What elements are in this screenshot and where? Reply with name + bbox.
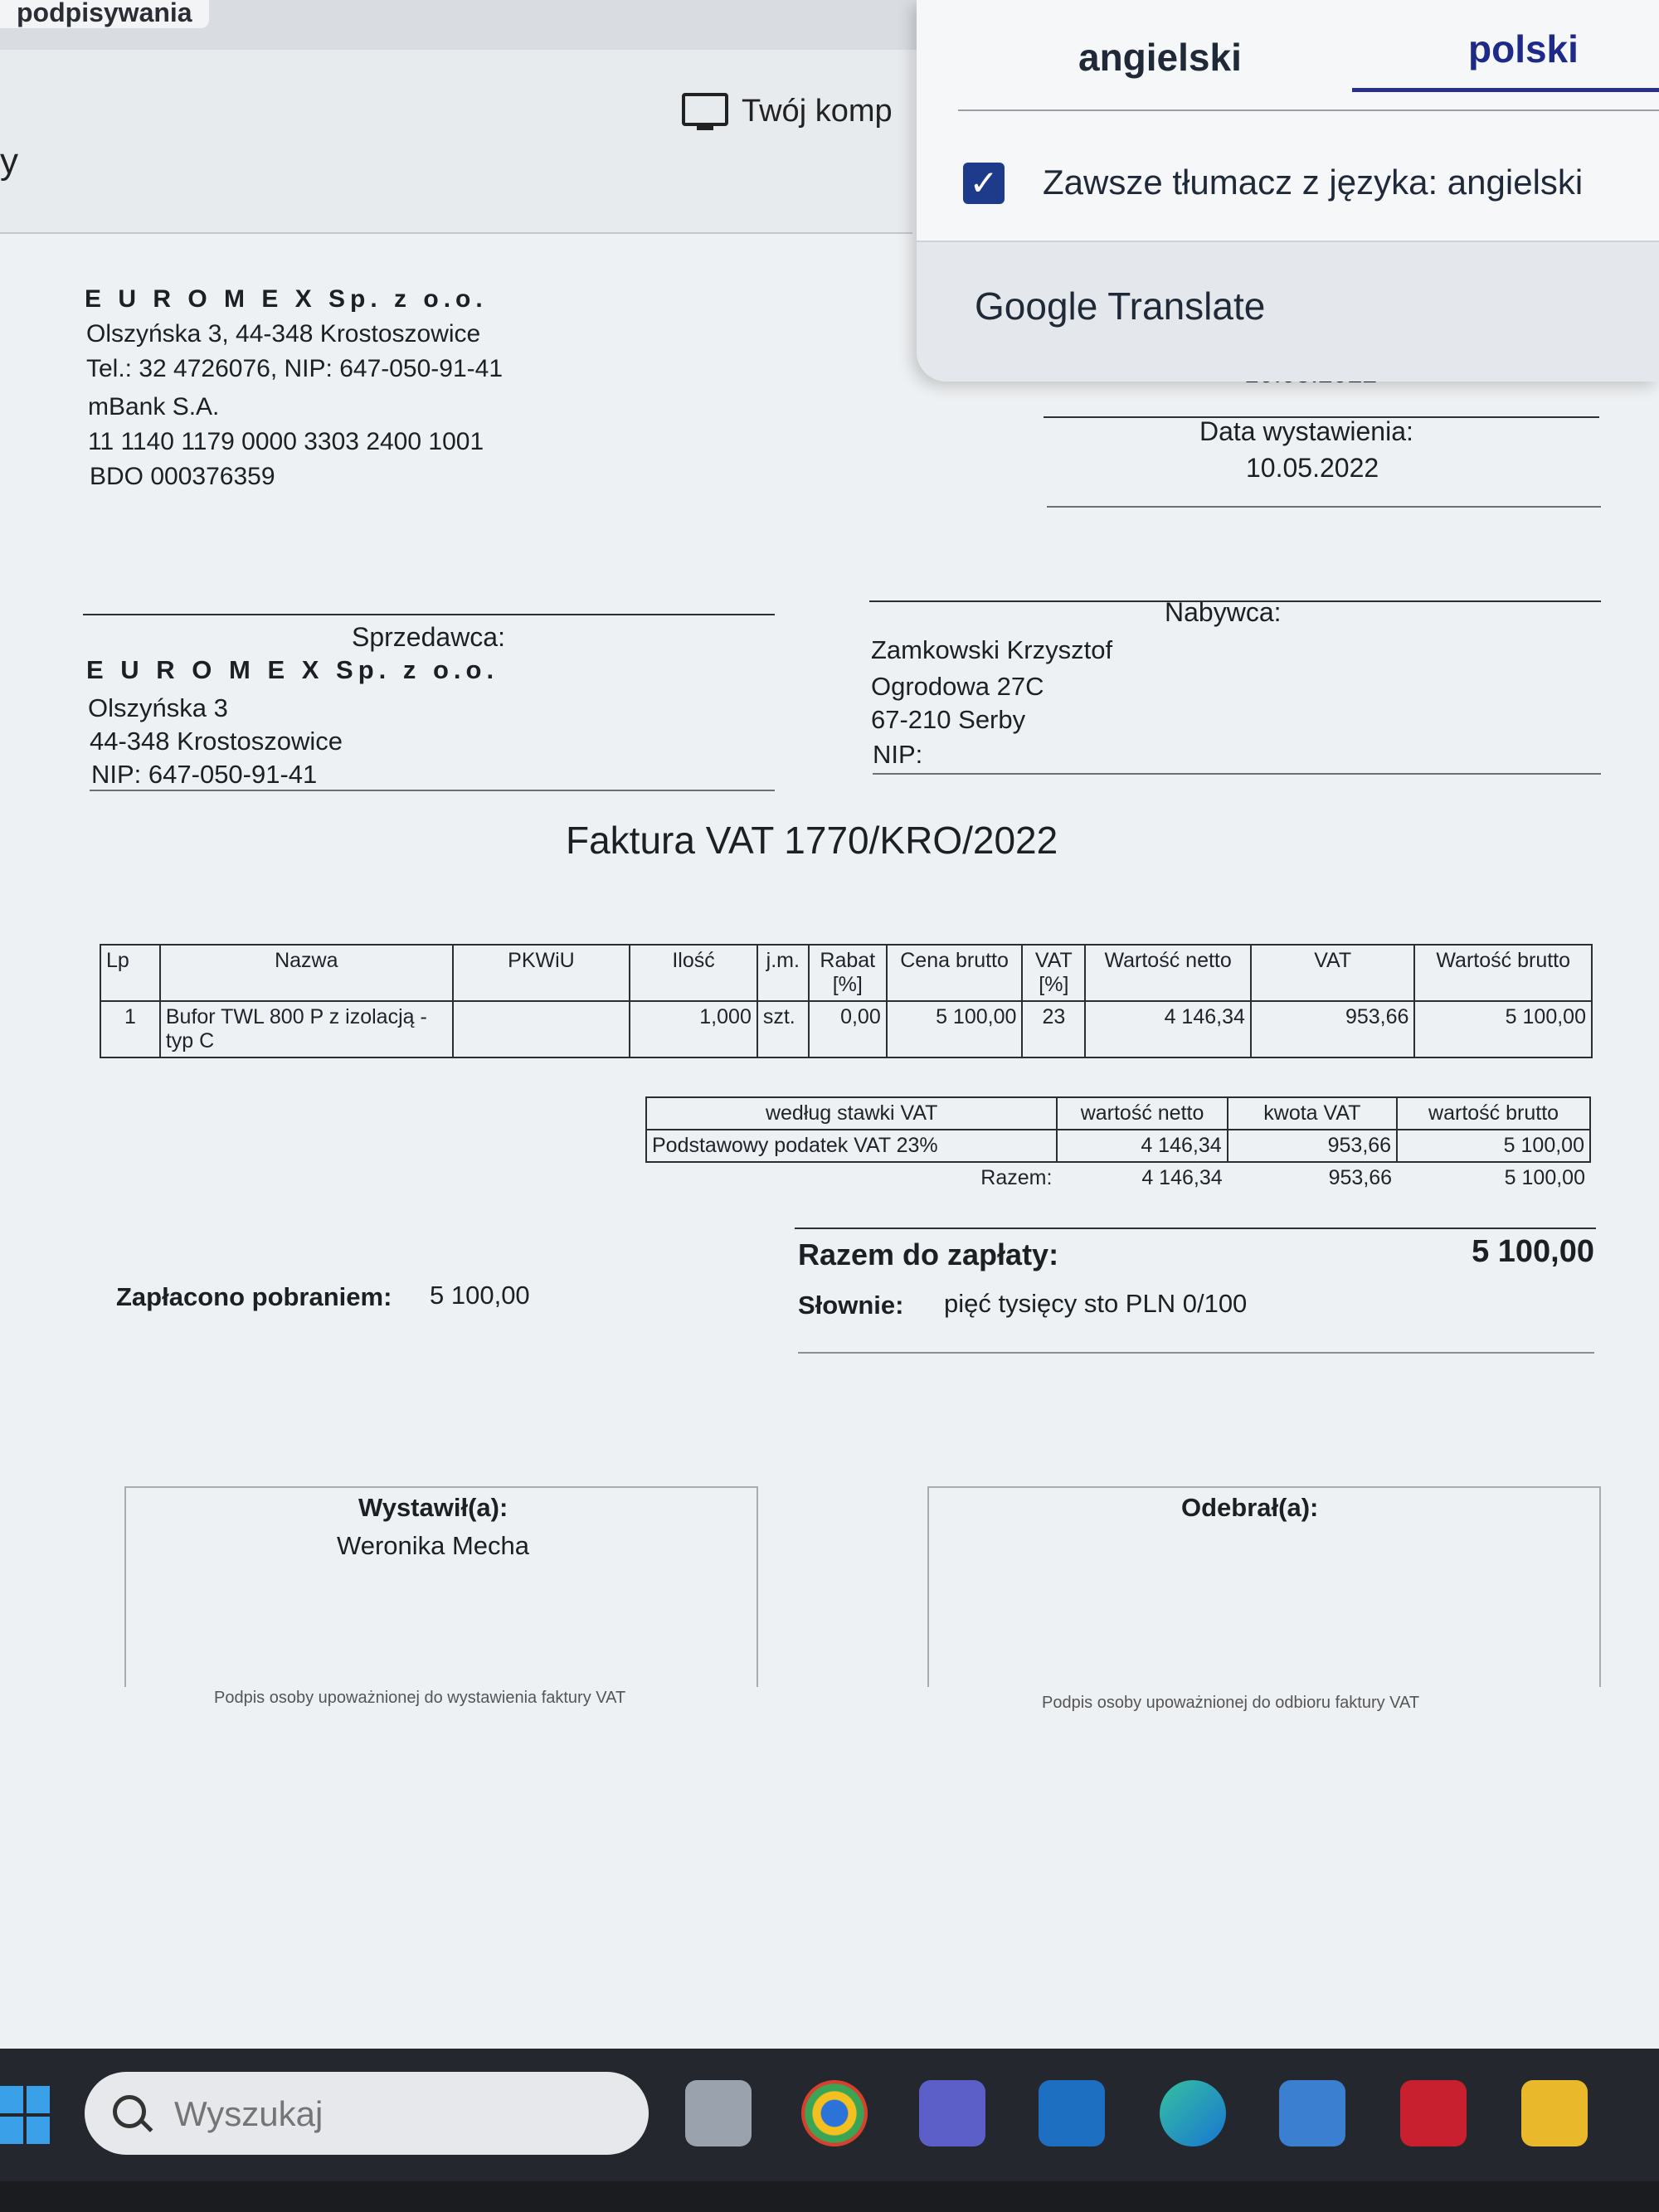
to-pay-value: 5 100,00 xyxy=(1472,1234,1594,1269)
cell-jm: szt. xyxy=(757,1001,809,1057)
divider xyxy=(798,1352,1594,1354)
device-button[interactable] xyxy=(682,93,893,129)
device-label: Twój komp xyxy=(742,93,893,129)
vat-summary-header-row xyxy=(646,1097,1590,1130)
monitor-icon xyxy=(682,93,727,129)
divider xyxy=(90,790,775,791)
buyer-name: Zamkowski Krzysztof xyxy=(871,635,1113,664)
cell-vat: 953,66 xyxy=(1251,1001,1415,1057)
edge-icon[interactable] xyxy=(1160,2080,1226,2146)
cell-lp: 1 xyxy=(100,1001,160,1057)
vat-summary-table xyxy=(645,1096,1591,1194)
tab-underline xyxy=(958,109,1659,111)
invoice-document xyxy=(0,232,1659,2049)
summary-total-row xyxy=(646,1162,1590,1194)
file-explorer-icon[interactable] xyxy=(1521,2080,1588,2146)
google-translate-footer[interactable] xyxy=(917,242,1659,382)
cell-pkwiu xyxy=(453,1001,630,1057)
seller-nip: NIP: 647-050-91-41 xyxy=(91,760,318,789)
issued-caption: Podpis osoby upoważnionej do wystawienia faktury VAT xyxy=(214,1689,626,1707)
words-value: pięć tysięcy sto PLN 0/100 xyxy=(944,1289,1248,1318)
col-vat-rate: VAT [%] xyxy=(1022,945,1085,1001)
search-input[interactable] xyxy=(173,2090,607,2138)
seller-name: E U R O M E X Sp. z o.o. xyxy=(86,655,499,684)
col-kwota-vat: kwota VAT xyxy=(1228,1097,1397,1130)
cell-ilosc: 1,000 xyxy=(630,1001,757,1057)
col-nazwa: Nazwa xyxy=(160,945,453,1001)
windows-logo-icon xyxy=(0,2086,23,2113)
issuer-bdo: BDO 000376359 xyxy=(90,463,275,490)
divider xyxy=(83,614,775,615)
buyer-nip: NIP: xyxy=(873,740,923,769)
browser-tab[interactable]: podpisywania xyxy=(0,0,209,28)
always-translate-label[interactable]: Zawsze tłumacz z języka: angielski xyxy=(1043,163,1584,202)
col-pkwiu: PKWiU xyxy=(453,945,630,1001)
items-header-row xyxy=(100,945,1592,1001)
seller-street: Olszyńska 3 xyxy=(88,693,228,722)
google-translate-label: Google Translate xyxy=(975,284,1266,328)
windows-logo-icon xyxy=(27,2086,50,2113)
words-label: Słownie: xyxy=(798,1291,904,1320)
page-toolbar xyxy=(0,50,912,234)
to-pay-label: Razem do zapłaty: xyxy=(798,1237,1059,1271)
task-view-icon[interactable] xyxy=(685,2080,752,2146)
issue-date-value: 10.05.2022 xyxy=(1246,453,1379,483)
seller-label: Sprzedawca: xyxy=(352,622,505,652)
cell-netto: 4 146,34 xyxy=(1057,1130,1227,1162)
issued-name: Weronika Mecha xyxy=(337,1531,530,1560)
table-row xyxy=(646,1130,1590,1162)
col-brutto: wartość brutto xyxy=(1397,1097,1590,1130)
table-row xyxy=(100,1001,1592,1057)
buyer-city: 67-210 Serby xyxy=(871,705,1026,734)
mail-icon[interactable] xyxy=(1039,2080,1105,2146)
cell-rabat: 0,00 xyxy=(809,1001,887,1057)
col-wartosc-brutto: Wartość brutto xyxy=(1414,945,1592,1001)
col-ilosc: Ilość xyxy=(630,945,757,1001)
taskbar-surface xyxy=(0,2049,1659,2181)
tab-source-language[interactable]: angielski xyxy=(1078,36,1242,79)
total-brutto: 5 100,00 xyxy=(1504,1166,1585,1189)
taskbar-search[interactable] xyxy=(85,2072,649,2155)
teams-icon[interactable] xyxy=(919,2080,985,2146)
col-netto: wartość netto xyxy=(1057,1097,1227,1130)
cell-stawka: Podstawowy podatek VAT 23% xyxy=(646,1130,1057,1162)
taskbar xyxy=(0,2049,1659,2212)
cell-brutto: 5 100,00 xyxy=(1397,1130,1590,1162)
col-jm: j.m. xyxy=(757,945,809,1001)
total-vat: 953,66 xyxy=(1328,1166,1393,1189)
windows-logo-icon xyxy=(0,2117,23,2144)
cell-cena-brutto: 5 100,00 xyxy=(887,1001,1023,1057)
received-caption: Podpis osoby upoważnionej do odbioru faktury VAT xyxy=(1042,1694,1420,1712)
issued-label: Wystawił(a): xyxy=(358,1493,508,1522)
paid-value: 5 100,00 xyxy=(430,1281,530,1310)
cell-wartosc-brutto: 5 100,00 xyxy=(1414,1001,1592,1057)
col-rabat: Rabat [%] xyxy=(809,945,887,1001)
invoice-title: Faktura VAT 1770/KRO/2022 xyxy=(566,819,1058,862)
partial-text: y xyxy=(0,141,18,182)
tab-active-indicator xyxy=(1352,88,1659,92)
cell-vat-rate: 23 xyxy=(1022,1001,1085,1057)
issue-date-label: Data wystawienia: xyxy=(1199,416,1413,446)
col-lp: Lp xyxy=(100,945,160,1001)
cell-nazwa: Bufor TWL 800 P z izolacją - typ C xyxy=(160,1001,453,1057)
issuer-account: 11 1140 1179 0000 3303 2400 1001 xyxy=(88,428,484,455)
divider xyxy=(795,1228,1596,1229)
cell-kwota-vat: 953,66 xyxy=(1228,1130,1397,1162)
col-stawka: według stawki VAT xyxy=(646,1097,1057,1130)
buyer-street: Ogrodowa 27C xyxy=(871,672,1044,701)
search-icon xyxy=(113,2095,146,2128)
always-translate-checkbox[interactable] xyxy=(963,163,1005,204)
divider xyxy=(873,773,1601,775)
col-wartosc-netto: Wartość netto xyxy=(1085,945,1251,1001)
divider xyxy=(1047,506,1601,508)
translate-popup xyxy=(917,0,1659,382)
mcafee-icon[interactable] xyxy=(1400,2080,1467,2146)
chrome-icon[interactable] xyxy=(801,2080,868,2146)
issuer-phone-nip: Tel.: 32 4726076, NIP: 647-050-91-41 xyxy=(86,355,504,382)
tab-target-language[interactable]: polski xyxy=(1468,27,1579,70)
issuer-address: Olszyńska 3, 44-348 Krostoszowice xyxy=(86,320,481,348)
seller-city: 44-348 Krostoszowice xyxy=(90,727,343,756)
store-icon[interactable] xyxy=(1279,2080,1345,2146)
col-cena-brutto: Cena brutto xyxy=(887,945,1023,1001)
received-label: Odebrał(a): xyxy=(1181,1493,1319,1522)
start-button[interactable] xyxy=(0,2086,50,2144)
paid-label: Zapłacono pobraniem: xyxy=(116,1282,392,1311)
issuer-bank: mBank S.A. xyxy=(88,393,220,421)
items-table xyxy=(100,944,1593,1058)
col-vat: VAT xyxy=(1251,945,1415,1001)
total-netto: 4 146,34 xyxy=(1141,1166,1223,1189)
checkmark-icon: ✓ xyxy=(969,163,999,202)
windows-logo-icon xyxy=(27,2117,50,2144)
issuer-company: E U R O M E X Sp. z o.o. xyxy=(85,285,488,313)
total-label: Razem: xyxy=(980,1166,1053,1189)
cell-wartosc-netto: 4 146,34 xyxy=(1085,1001,1251,1057)
buyer-label: Nabywca: xyxy=(1165,597,1282,627)
